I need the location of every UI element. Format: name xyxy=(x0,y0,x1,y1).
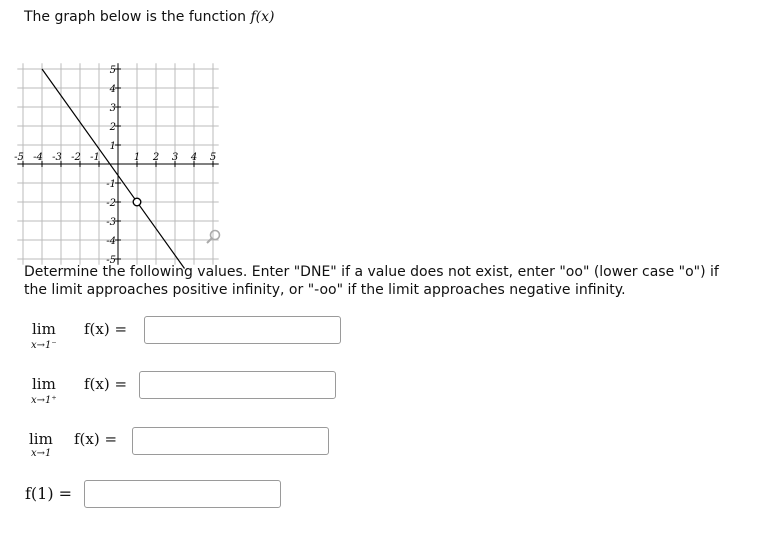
y-tick-label: 3 xyxy=(109,103,116,114)
lim-sub-3: x→1 xyxy=(31,448,52,459)
lim-sub-1: x→1⁻ xyxy=(31,340,57,351)
x-tick-label: -3 xyxy=(52,152,62,163)
lim-sub-2: x→1⁺ xyxy=(31,395,57,406)
limit-expression-2: f(x) = xyxy=(84,375,128,393)
x-tick-label: -4 xyxy=(33,152,43,163)
lim-word-1: lim xyxy=(32,320,56,338)
function-graph xyxy=(0,0,767,266)
y-tick-label: 4 xyxy=(109,84,116,95)
x-tick-label: 1 xyxy=(133,152,141,163)
x-tick-label: 5 xyxy=(209,152,217,163)
left-limit-input[interactable] xyxy=(144,316,341,344)
limit-expression-1: f(x) = xyxy=(84,320,128,338)
x-tick-label: 2 xyxy=(152,152,160,163)
y-tick-label: -5 xyxy=(106,255,116,266)
intro-function: f(x) xyxy=(250,9,275,25)
graph-axes xyxy=(17,63,218,264)
intro-text: The graph below is the function xyxy=(24,9,251,25)
y-tick-label: -4 xyxy=(106,236,116,247)
lim-word-3: lim xyxy=(29,430,53,448)
two-sided-limit-input[interactable] xyxy=(132,427,329,455)
x-tick-label: -1 xyxy=(90,152,100,163)
x-tick-labels xyxy=(14,152,216,163)
y-tick-label: 2 xyxy=(109,122,116,133)
y-tick-label: -2 xyxy=(106,198,116,209)
y-tick-label: -3 xyxy=(106,217,116,228)
right-limit-input[interactable] xyxy=(139,371,336,399)
lim-word-2: lim xyxy=(32,375,56,393)
x-tick-label: -2 xyxy=(71,152,81,163)
x-tick-label: 3 xyxy=(171,152,179,163)
open-point xyxy=(133,198,141,206)
y-tick-label: 1 xyxy=(109,141,116,152)
x-tick-label: -5 xyxy=(14,152,24,163)
y-tick-label: 5 xyxy=(109,65,116,76)
instructions: Determine the following values. Enter "DNE" if a value does not exist, enter "oo" (lower case "o") if the limit approaches positive infinity, or "-oo" if the limit approaches negative infinity. xyxy=(24,264,719,298)
function-value-expression: f(1) = xyxy=(25,484,73,503)
limit-expression-3: f(x) = xyxy=(74,430,118,448)
y-tick-label: -1 xyxy=(106,179,116,190)
function-value-input[interactable] xyxy=(84,480,281,508)
x-tick-label: 4 xyxy=(190,152,198,163)
